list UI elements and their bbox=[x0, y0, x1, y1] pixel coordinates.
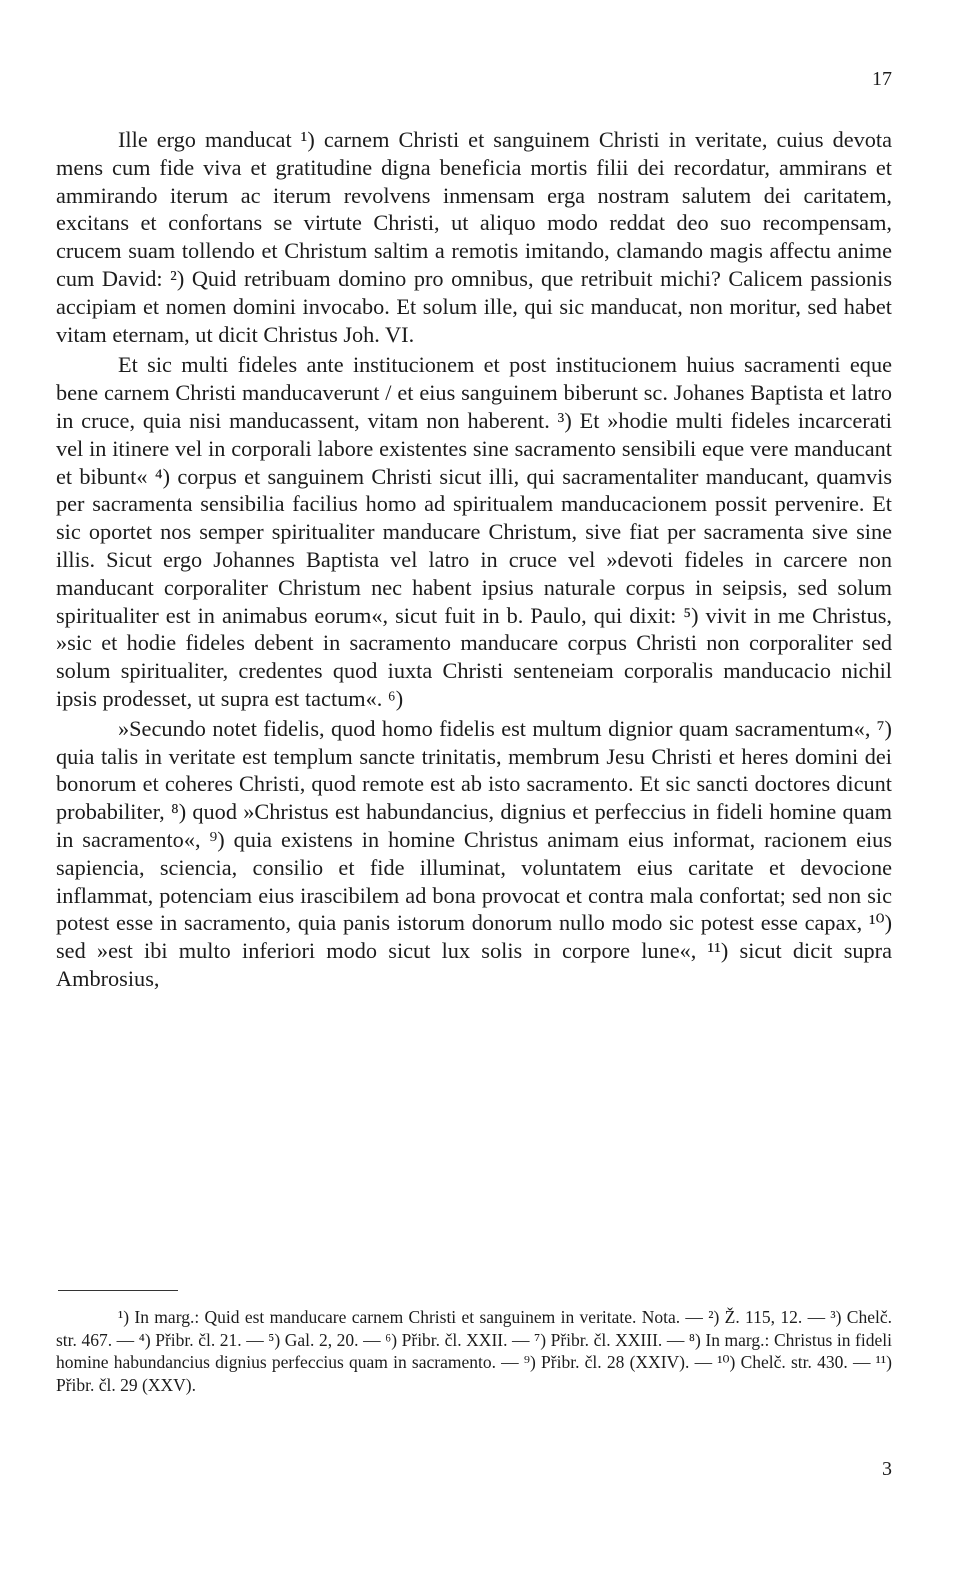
signature-mark: 3 bbox=[882, 1458, 892, 1480]
footnotes bbox=[56, 1306, 892, 1397]
body-text bbox=[56, 126, 892, 993]
page-number: 17 bbox=[872, 68, 892, 90]
paragraph-3: »Secundo notet fidelis, quod homo fidelis est multum dignior quam sacramentum«, ⁷) quia talis in veritate est templum sancte trinitatis, membrum Jesu Christi et heres domini dei bonorum et coheres Christi, quod remote est ab isto sacramento. Et sic sancti doctores dicunt probabiliter, ⁸) quod »Christus est habundancius, dignius et perfeccius in fideli homine quam in sacramento«, ⁹) quia existens in homine Christus animam eius informat, racionem eius sapiencia, sciencia, consilio et fide illuminat, voluntatem eius caritate et devocione inflammat, potenciam eius irascibilem ad bona provocat et contra mala confortat; sed non sic potest esse in sacramento, quia panis istorum donorum nullo modo sic potest esse capax, ¹⁰) sed »est ibi multo inferiori modo sicut lux solis in corpore lune«, ¹¹) sicut dicit supra Ambrosius, bbox=[56, 715, 892, 991]
footnote-text: ¹) In marg.: Quid est manducare carnem Christi et sanguinem in veritate. Nota. — ²) Ž. 115, 12. — ³) Chelč. str. 467. — ⁴) Přibr. čl. 21. — ⁵) Gal. 2, 20. — ⁶) Přibr. čl. XXII. — ⁷) Přibr. čl. XXIII. — ⁸) In marg.: Christus in fideli homine habundancius dignius perfeccius quam in sacramento. — ⁹) Přibr. čl. 28 (XXIV). — ¹⁰) Chelč. str. 430. — ¹¹) Přibr. čl. 29 (XXV). bbox=[56, 1307, 892, 1396]
footnote-divider bbox=[58, 1290, 178, 1291]
paragraph-1: Ille ergo manducat ¹) carnem Christi et sanguinem Christi in veritate, cuius devota mens cum fide viva et gratitudine digna beneficia mortis filii dei recordatur, ammirans et ammirando iterum ac iterum revolvens inmensam erga nostram salutem dei caritatem, excitans et confortans se virtute Christi, ut aliquo modo reddat deo suo recompensam, crucem suam tollendo et Christum saltim a remotis imitando, clamando magis affectu anime cum David: ²) Quid retribuam domino pro omnibus, que retribuit michi? Calicem passionis accipiam et nomen domini invocabo. Et solum ille, qui sic manducat, non moritur, sed habet vitam eternam, ut dicit Christus Joh. VI. bbox=[56, 127, 892, 347]
paragraph-2: Et sic multi fideles ante institucionem et post institucionem huius sacramenti eque bene carnem Christi manducaverunt / et eius sanguinem biberunt sc. Johanes Baptista et latro in cruce, quia nisi manducassent, vitam non haberent. ³) Et »hodie multi fideles incarcerati vel in itinere vel in corporali labore existentes sine sacramento sensibili eque vere manducant et bibunt« ⁴) corpus et sanguinem Christi sicut illi, qui sacramentaliter manducant, quamvis per sacramenta sensibilia facilius homo ad spiritualem manducacionem possit pervenire. Et sic oportet nos semper spiritualiter manducare Christum, sive fiat per sacramenta sive sine illis. Sicut ergo Johannes Baptista vel latro in cruce vel »devoti fideles in carcere non manducant corporaliter Christum nec habent ipsius naturale corpus in seipsis, sed solum spiritualiter est in animabus eorum«, sicut fuit in b. Paulo, qui dixit: ⁵) vivit in me Christus, »sic et hodie fideles debent in sacramento manducare corpus Christi non corporaliter sed solum spiritualiter, credentes quod iuxta Christi senteneiam corporalis manducacio nichil ipsis prodesset, ut supra est tactum«. ⁶) bbox=[56, 352, 892, 711]
